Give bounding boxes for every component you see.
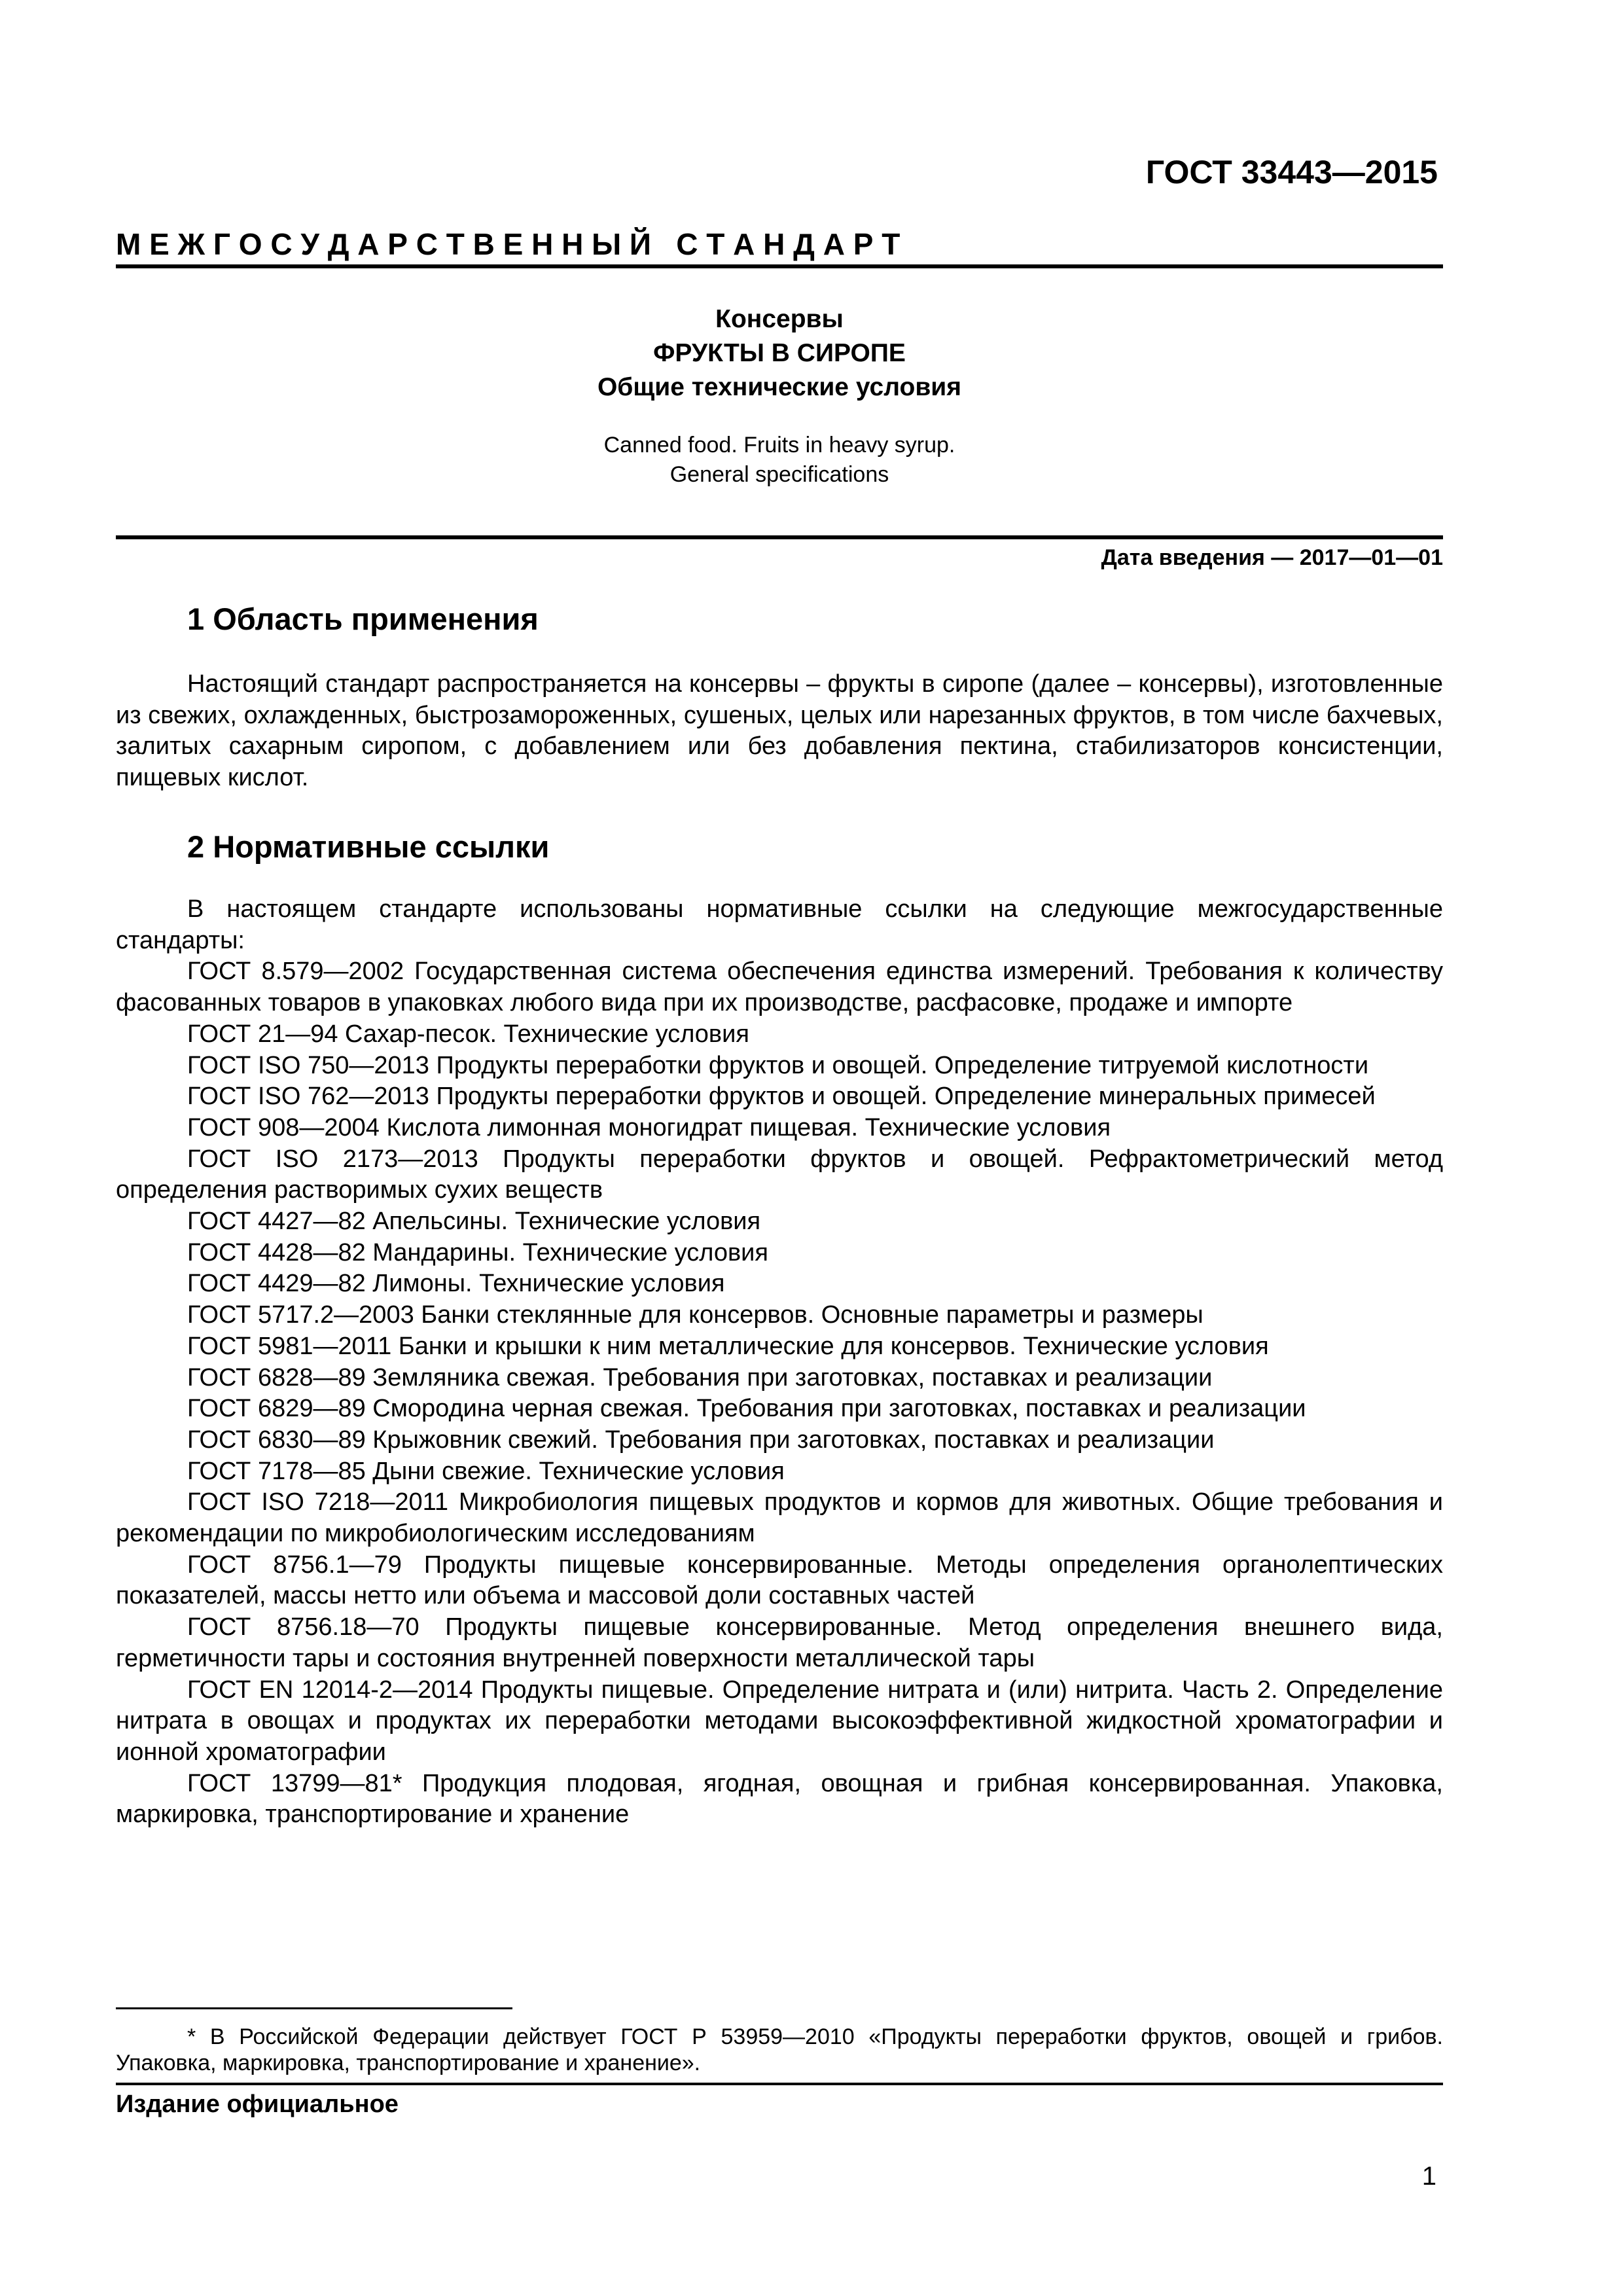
reference-item: ГОСТ ISO 762—2013 Продукты переработки фруктов и овощей. Определение минеральных примесей xyxy=(187,1083,1376,1111)
english-title-line-1: Canned food. Fruits in heavy syrup. xyxy=(603,433,955,457)
title-line-2: ФРУКТЫ В СИРОПЕ xyxy=(653,339,906,367)
footnote-text: * В Российской Федерации действует ГОСТ Р 53959—2010 «Продукты переработки фруктов, овощей и грибов. Упаковка, маркировка, транспортирование и хранение». xyxy=(116,2024,1443,2075)
english-title-line-2: General specifications xyxy=(669,462,889,487)
reference-item: ГОСТ 8756.1—79 Продукты пищевые консервированные. Методы определения органолептических показателей, массы нетто или объема и массовой доли составных частей xyxy=(116,1551,1443,1610)
official-edition-label: Издание официальное xyxy=(116,2090,399,2118)
section-1-paragraph: Настоящий стандарт распространяется на консервы – фрукты в сиропе (далее – консервы), изготовленные из свежих, охлажденных, быстрозамороженных, сушеных, целых или нарезанных фруктов, в том числе бахчевых, залитых сахарным сиропом, с добавлением или без добавления пектина, стабилизаторов консистенции, пищевых кислот. xyxy=(116,670,1443,792)
reference-item: ГОСТ 13799—81* Продукция плодовая, ягодная, овощная и грибная консервированная. Упаковка, маркировка, транспортирование и хранение xyxy=(116,1769,1443,1829)
footer-rule xyxy=(116,2083,1443,2085)
document-code: ГОСТ 33443—2015 xyxy=(1145,154,1438,190)
section-1-heading: 1 Область применения xyxy=(187,601,539,636)
title-rule xyxy=(116,535,1443,539)
reference-item: ГОСТ 6828—89 Земляника свежая. Требования при заготовках, поставках и реализации xyxy=(187,1363,1213,1391)
reference-item: ГОСТ 7178—85 Дыни свежие. Технические условия xyxy=(187,1457,785,1485)
title-line-1: Консервы xyxy=(715,305,844,333)
reference-item: ГОСТ 5981—2011 Банки и крышки к ним металлические для консервов. Технические условия xyxy=(187,1332,1269,1360)
footnote xyxy=(116,2024,1443,2076)
top-rule xyxy=(116,264,1443,268)
reference-item: ГОСТ 908—2004 Кислота лимонная моногидрат пищевая. Технические условия xyxy=(187,1113,1111,1141)
page-number: 1 xyxy=(1421,2162,1436,2191)
reference-item: ГОСТ 21—94 Сахар-песок. Технические условия xyxy=(187,1020,749,1048)
standard-type-banner: М Е Ж Г О С У Д А Р С Т В Е Н Н Ы Й С Т А Н Д А Р Т xyxy=(116,227,901,261)
section-1-body xyxy=(116,669,1443,794)
reference-item: ГОСТ 5717.2—2003 Банки стеклянные для консервов. Основные параметры и размеры xyxy=(187,1301,1204,1329)
reference-item: ГОСТ ISO 7218—2011 Микробиология пищевых продуктов и кормов для животных. Общие требования и рекомендации по микробиологическим исследованиям xyxy=(116,1488,1443,1548)
english-title xyxy=(116,431,1443,490)
document-title xyxy=(116,302,1443,404)
reference-item: ГОСТ 6829—89 Смородина черная свежая. Требования при заготовках, поставках и реализации xyxy=(187,1395,1306,1423)
reference-item: ГОСТ ISO 750—2013 Продукты переработки фруктов и овощей. Определение титруемой кислотности xyxy=(187,1051,1369,1079)
reference-item: ГОСТ 6830—89 Крыжовник свежий. Требования при заготовках, поставках и реализации xyxy=(187,1426,1215,1454)
reference-item: ГОСТ 8756.18—70 Продукты пищевые консервированные. Метод определения внешнего вида, герметичности тары и состояния внутренней поверхности металлической тары xyxy=(116,1613,1443,1672)
reference-item: ГОСТ 8.579—2002 Государственная система обеспечения единства измерений. Требования к количеству фасованных товаров в упаковках любого вида при их производстве, расфасовке, продаже и импорте xyxy=(116,958,1443,1017)
reference-item: ГОСТ EN 12014-2—2014 Продукты пищевые. Определение нитрата и (или) нитрита. Часть 2. Определение нитрата в овощах и продуктах их переработки методами высокоэффективной жидкостной хроматографии и ионной хроматографии xyxy=(116,1676,1443,1766)
reference-item: ГОСТ 4427—82 Апельсины. Технические условия xyxy=(187,1208,761,1236)
footnote-separator xyxy=(116,2007,512,2009)
section-2-heading: 2 Нормативные ссылки xyxy=(187,829,550,864)
title-line-3: Общие технические условия xyxy=(597,373,962,401)
references-intro: В настоящем стандарте использованы нормативные ссылки на следующие межгосударственные стандарты: xyxy=(116,895,1443,954)
reference-item: ГОСТ 4428—82 Мандарины. Технические условия xyxy=(187,1238,768,1266)
introduction-date: Дата введения — 2017—01—01 xyxy=(1101,545,1443,570)
reference-item: ГОСТ 4429—82 Лимоны. Технические условия xyxy=(187,1270,725,1298)
reference-item: ГОСТ ISO 2173—2013 Продукты переработки фруктов и овощей. Рефрактометрический метод определения растворимых сухих веществ xyxy=(116,1145,1443,1204)
normative-references-list xyxy=(116,894,1443,1831)
